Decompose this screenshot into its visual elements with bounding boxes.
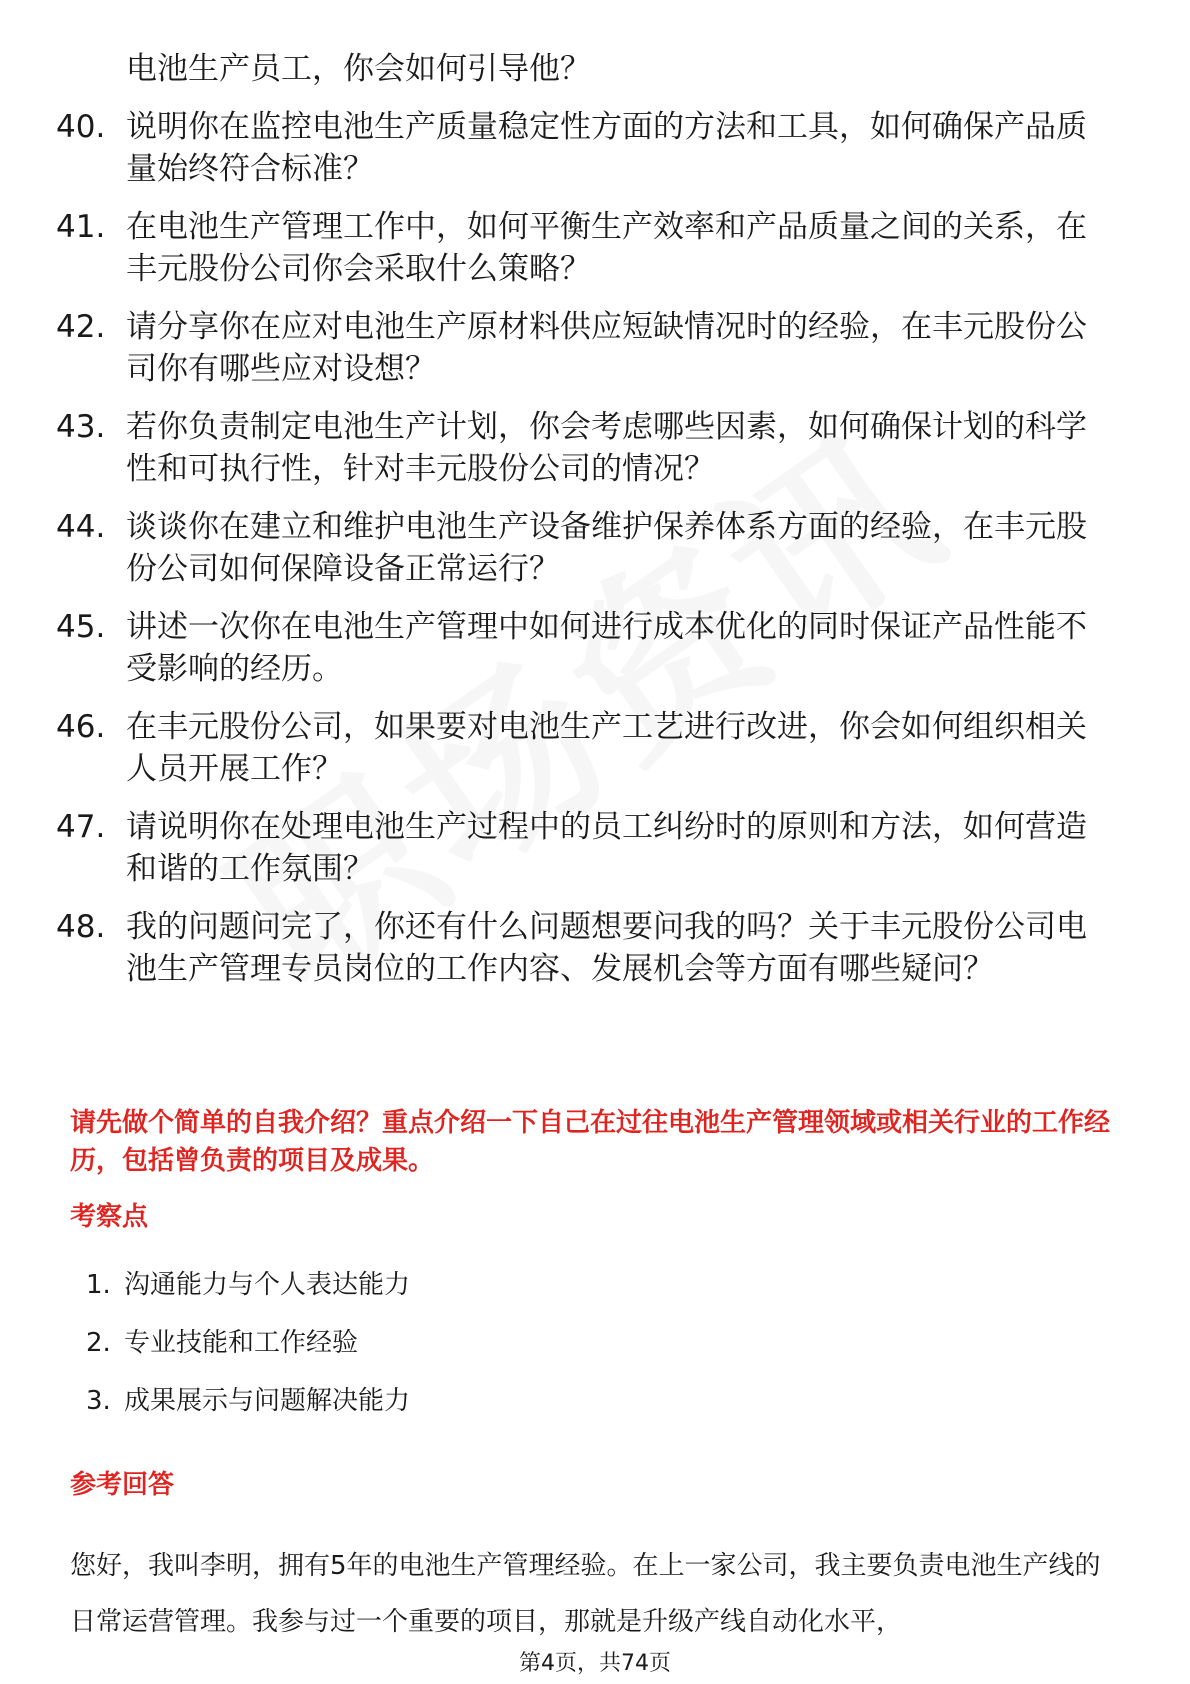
question-text: 我的问题问完了，你还有什么问题想要问我的吗？关于丰元股份公司电池生产管理专员岗位的工作内容、发展机会等方面有哪些疑问？	[126, 909, 1087, 987]
point-number: 1.	[86, 1270, 111, 1300]
question-text: 在丰元股份公司，如果要对电池生产工艺进行改进，你会如何组织相关人员开展工作？	[126, 709, 1087, 787]
point-text: 成果展示与问题解决能力	[124, 1386, 411, 1416]
list-item	[86, 1326, 358, 1360]
question-number: 40.	[56, 109, 106, 145]
section-title-points: 考察点	[70, 1202, 149, 1232]
question-number: 46.	[56, 709, 106, 745]
question-text: 谈谈你在建立和维护电池生产设备维护保养体系方面的经验，在丰元股份公司如何保障设备正常运行？	[126, 509, 1087, 587]
question-number: 42.	[56, 309, 106, 345]
question-number: 44.	[56, 509, 106, 545]
point-number: 3.	[86, 1386, 111, 1416]
question-text: 电池生产员工，你会如何引导他？	[126, 51, 591, 87]
page-footer: 第4页，共74页	[519, 1651, 671, 1676]
list-item	[86, 1384, 410, 1418]
question-number: 43.	[56, 409, 106, 445]
highlight-question: 请先做个简单的自我介绍？重点介绍一下自己在过往电池生产管理领域或相关行业的工作经历，包括曾负责的项目及成果。	[70, 1108, 1111, 1176]
question-number: 41.	[56, 209, 106, 245]
question-text: 若你负责制定电池生产计划，你会考虑哪些因素，如何确保计划的科学性和可执行性，针对丰元股份公司的情况？	[126, 409, 1087, 487]
list-item	[86, 1268, 410, 1302]
answer-paragraph: 您好，我叫李明，拥有5年的电池生产管理经验。在上一家公司，我主要负责电池生产线的日常运营管理。我参与过一个重要的项目，那就是升级产线自动化水平，	[70, 1551, 1101, 1637]
point-number: 2.	[86, 1328, 111, 1358]
question-number: 47.	[56, 809, 106, 845]
question-text: 讲述一次你在电池生产管理中如何进行成本优化的同时保证产品性能不受影响的经历。	[126, 609, 1087, 687]
question-text: 在电池生产管理工作中，如何平衡生产效率和产品质量之间的关系，在丰元股份公司你会采取什么策略？	[126, 209, 1087, 287]
point-text: 沟通能力与个人表达能力	[124, 1270, 411, 1300]
question-text: 请分享你在应对电池生产原材料供应短缺情况时的经验，在丰元股份公司你有哪些应对设想？	[126, 309, 1087, 387]
question-number: 45.	[56, 609, 106, 645]
section-title-answer: 参考回答	[70, 1470, 175, 1500]
question-text: 请说明你在处理电池生产过程中的员工纠纷时的原则和方法，如何营造和谐的工作氛围？	[126, 809, 1087, 887]
question-text: 说明你在监控电池生产质量稳定性方面的方法和工具，如何确保产品质量始终符合标准？	[126, 109, 1087, 187]
point-text: 专业技能和工作经验	[124, 1328, 359, 1358]
question-number: 48.	[56, 909, 106, 945]
